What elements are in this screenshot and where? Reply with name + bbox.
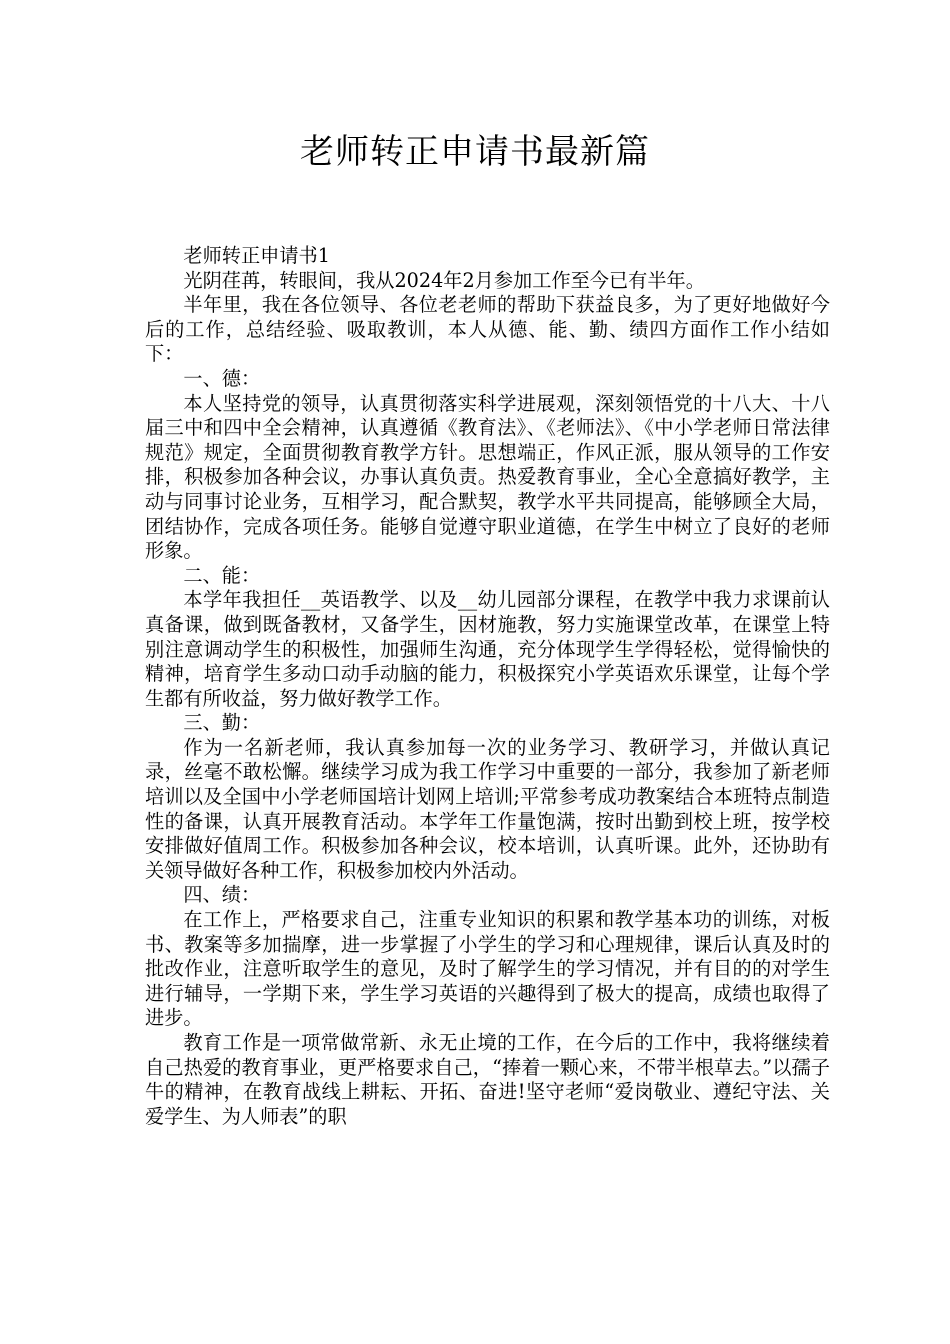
paragraph: 半年里，我在各位领导、各位老老师的帮助下获益良多，为了更好地做好今后的工作，总结经验、吸取教训，本人从德、能、勤、绩四方面作工作小结如下： xyxy=(145,293,830,366)
paragraph: 作为一名新老师，我认真参加每一次的业务学习、教研学习，并做认真记录，丝毫不敢松懈。继续学习成为我工作学习中重要的一部分，我参加了新老师培训以及全国中小学老师国培计划网上培训;平常参考成功教案结合本班特点制造性的备课，认真开展教育活动。本学年工作量饱满，按时出勤到校上班，按学校安排做好值周工作。积极参加各种会议，校本培训，认真听课。此外，还协助有关领导做好各种工作，积极参加校内外活动。 xyxy=(145,735,830,882)
document-body xyxy=(145,244,830,1129)
section-heading: 一、德： xyxy=(183,366,261,390)
paragraph: 在工作上，严格要求自己，注重专业知识的积累和教学基本功的训练，对板书、教案等多加揣摩，进一步掌握了小学生的学习和心理规律，课后认真及时的批改作业，注意听取学生的意见，及时了解学生的学习情况，并有目的的对学生进行辅导，一学期下来，学生学习英语的兴趣得到了极大的提高，成绩也取得了进步。 xyxy=(145,908,830,1030)
section-heading: 三、勤： xyxy=(183,711,261,735)
paragraph: 光阴荏苒，转眼间，我从2024年2月参加工作至今已有半年。 xyxy=(183,268,705,292)
paragraph: 本学年我担任__英语教学、以及__幼儿园部分课程，在教学中我力求课前认真备课，做到既备教材，又备学生，因材施教，努力实施课堂改革，在课堂上特别注意调动学生的积极性，加强师生沟通，充分体现学生学得轻松，觉得愉快的精神，培育学生多动口动手动脑的能力，积极探究小学英语欢乐课堂，让每个学生都有所收益，努力做好教学工作。 xyxy=(145,588,830,710)
paragraph: 教育工作是一项常做常新、永无止境的工作，在今后的工作中，我将继续着自己热爱的教育事业，更严格要求自己，“捧着一颗心来，不带半根草去。”以孺子牛的精神，在教育战线上耕耘、开拓、奋进!坚守老师“爱岗敬业、遵纪守法、关爱学生、为人师表”的职 xyxy=(145,1031,830,1128)
section-heading: 四、绩： xyxy=(183,883,261,907)
section-heading: 老师转正申请书1 xyxy=(183,244,330,267)
section-heading: 二、能： xyxy=(183,563,261,587)
paragraph: 本人坚持党的领导，认真贯彻落实科学进展观，深刻领悟党的十八大、十八届三中和四中全会精神，认真遵循《教育法》、《老师法》、《中小学老师日常法律规范》规定，全面贯彻教育教学方针。思想端正，作风正派，服从领导的工作安排，积极参加各种会议，办事认真负责。热爱教育事业，全心全意搞好教学，主动与同事讨论业务，互相学习，配合默契，教学水平共同提高，能够顾全大局，团结协作，完成各项任务。能够自觉遵守职业道德，在学生中树立了良好的老师形象。 xyxy=(145,391,830,563)
document-title: 老师转正申请书最新篇 xyxy=(300,132,650,172)
